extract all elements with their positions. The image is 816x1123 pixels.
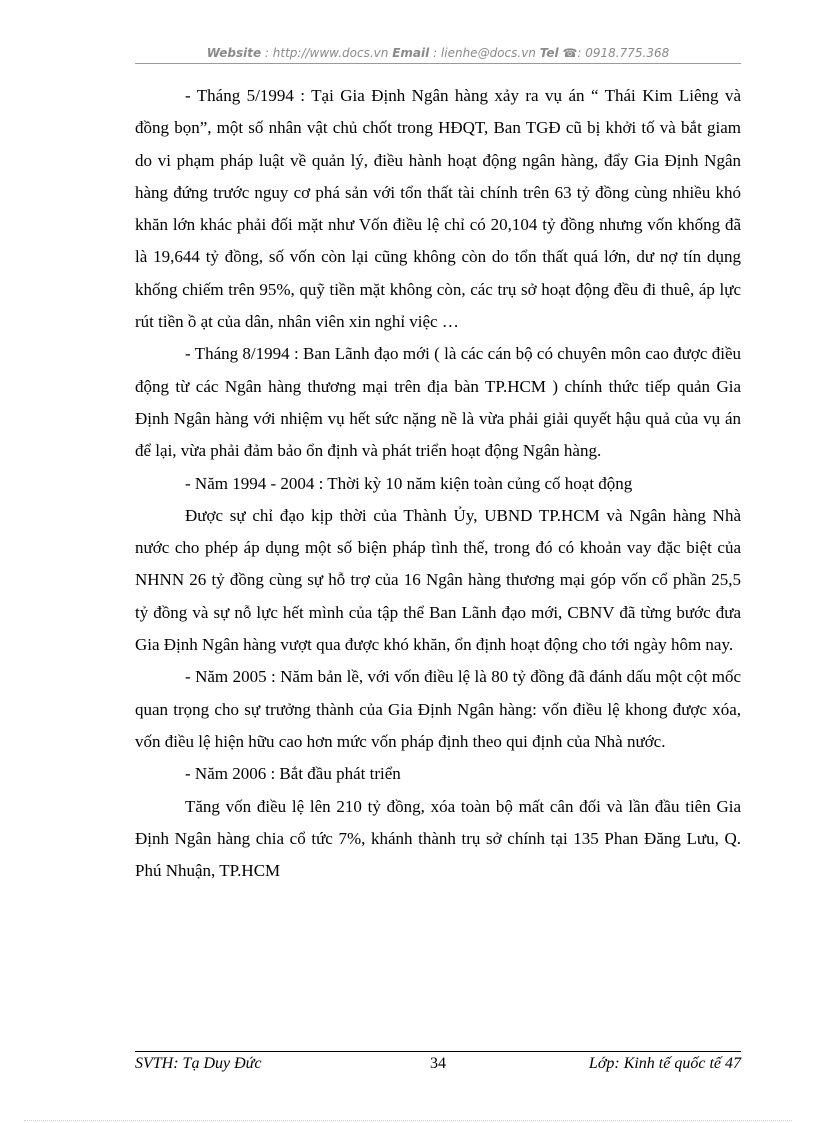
page-header: [135, 46, 741, 64]
footer-divider: [135, 1051, 741, 1052]
paragraph-7: Tăng vốn điều lệ lên 210 tỷ đồng, xóa toàn bộ mất cân đối và lần đầu tiên Gia Định Ngân hàng chia cổ tức 7%, khánh thành trụ sở chính tại 135 Phan Đăng Lưu, Q. Phú Nhuận, TP.HCM: [135, 796, 741, 881]
footer-page-number: 34: [430, 1055, 446, 1072]
paragraph-3: - Năm 1994 - 2004 : Thời kỳ 10 năm kiện toàn củng cố hoạt động: [185, 473, 633, 493]
paragraph-5: - Năm 2005 : Năm bản lề, với vốn điều lệ là 80 tỷ đồng đã đánh dấu một cột mốc quan trọng cho sự trưởng thành của Gia Định Ngân hàng: vốn điều lệ khong được xóa, vốn điều lệ hiện hữu cao hơn mức vốn pháp định theo qui định của Nhà nước.: [135, 667, 741, 751]
document-body: [135, 80, 741, 887]
footer-author: SVTH: Tạ Duy Đức: [135, 1055, 262, 1072]
paragraph-1: - Tháng 5/1994 : Tại Gia Định Ngân hàng xảy ra vụ án “ Thái Kim Liêng và đồng bọn”, một số nhân vật chủ chốt trong HĐQT, Ban TGĐ cũ bị khởi tố và bắt giam do vi phạm pháp luật về quản lý, điều hành hoạt động ngân hàng, đẩy Gia Định Ngân hàng đứng trước nguy cơ phá sản với tổn thất tài chính trên 63 tỷ đồng cùng nhiều khó khăn lớn khác phải đối mặt như Vốn điều lệ chỉ có 20,104 tỷ đồng nhưng vốn khống đã là 19,644 tỷ đồng, số vốn còn lại cũng không còn do tổn thất quá lớn, dư nợ tín dụng khống chiếm trên 95%, quỹ tiền mặt không còn, các trụ sở hoạt động đều đi thuê, áp lực rút tiền ồ ạt của dân, nhân viên xin nghỉ việc …: [135, 86, 741, 332]
tel-label: Tel: [539, 46, 559, 60]
paragraph-2: - Tháng 8/1994 : Ban Lãnh đạo mới ( là các cán bộ có chuyên môn cao được điều động từ các Ngân hàng thương mại trên địa bàn TP.HCM ) chính thức tiếp quản Gia Định Ngân hàng với nhiệm vụ hết sức nặng nề là vừa phải giải quyết hậu quả của vụ án để lại, vừa phải đảm bảo ổn định và phát triển hoạt động Ngân hàng.: [135, 344, 741, 461]
email-label: Email: [392, 46, 430, 60]
email-value: : lienhe@docs.vn: [433, 46, 536, 60]
paragraph-4: Được sự chỉ đạo kịp thời của Thành Ủy, UBND TP.HCM và Ngân hàng Nhà nước cho phép áp dụng một số biện pháp tình thế, trong đó có khoản vay đặc biệt của NHNN 26 tỷ đồng cùng sự hỗ trợ của 16 Ngân hàng thương mại góp vốn cổ phần 25,5 tỷ đồng và sự nỗ lực hết mình của tập thể Ban Lãnh đạo mới, CBNV đã từng bước đưa Gia Định Ngân hàng vượt qua được khó khăn, ổn định hoạt động cho tới ngày hôm nay.: [135, 505, 741, 655]
paragraph-6: - Năm 2006 : Bắt đầu phát triển: [185, 764, 401, 784]
footer-class: Lớp: Kinh tế quốc tế 47: [588, 1055, 741, 1072]
website-value: : http://www.docs.vn: [264, 46, 389, 60]
bottom-dotted-line: [24, 1120, 792, 1121]
website-label: Website: [206, 46, 262, 60]
tel-value: ☎: 0918.775.368: [562, 46, 670, 60]
